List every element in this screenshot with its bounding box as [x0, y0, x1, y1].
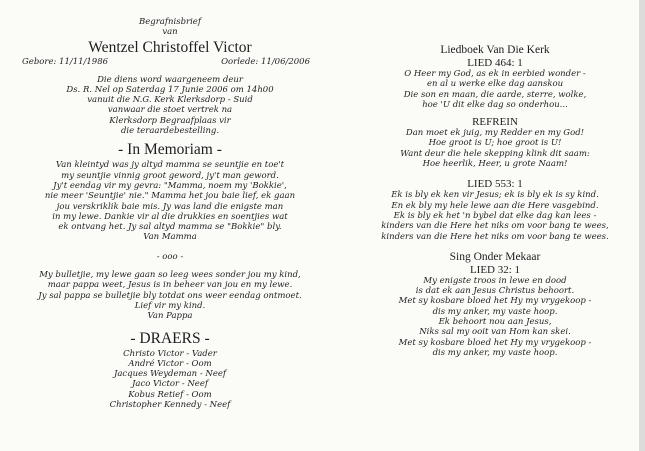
service-line: Ds. R. Nel op Saterdag 17 Junie 2006 om 14h00: [66, 84, 274, 95]
draer-item: Christopher Kennedy - Neef: [109, 400, 231, 411]
lied1-line: Die son en maan, die aarde, sterre, wolke,: [403, 89, 587, 100]
sing-title: Sing Onder Mekaar: [449, 250, 541, 263]
lied3-line: is dat ek aan Jesus Christus behoort.: [415, 286, 575, 297]
service-line: Klerksdorp Begraafplaas vir: [109, 115, 231, 126]
draer-item: Jacques Weydeman - Neef: [113, 369, 227, 380]
lied3-line: Met sy kosbare bloed het Hy my vrygekoop -: [398, 337, 592, 348]
memoriam-line: in my lewe. Dankie vir al die drukkies en soentjies wat: [52, 211, 288, 222]
born-date: Gebore: 11/11/1986: [22, 56, 109, 67]
lied2-line: kinders van die Here het niks om voor bang te wees,: [381, 221, 609, 232]
draer-item: Christo Victor - Vader: [123, 348, 217, 359]
lied1-title: LIED 464: 1: [467, 57, 523, 69]
lied3-line: dis my anker, my vaste hoop.: [432, 347, 558, 358]
left-page: [20, 0, 320, 410]
refrein-line: Dan moet ek juig, my Redder en my God!: [405, 128, 585, 139]
lied1-line: hoe 'U dit elke dag so onderhou...: [422, 99, 568, 110]
draers-list: [20, 349, 320, 411]
lied3-title: LIED 32: 1: [469, 263, 521, 276]
draer-item: Kobus Retief - Oom: [128, 389, 212, 400]
pappa-line: Lief vir my kind.: [134, 300, 206, 311]
refrein-line: Want deur die hele skepping klink dit saam:: [400, 148, 590, 159]
memoriam-title: - In Memoriam -: [118, 141, 222, 159]
lied3-line: Niks sal my ooit van Hom kan skei.: [419, 327, 571, 338]
lied1-text: [350, 69, 640, 110]
memoriam-line: jou verskriklik baie mis. Jy was land die enigste man: [56, 201, 284, 212]
lied2-line: En ek bly my hele lewe aan die Here vasgebind.: [391, 200, 599, 211]
lied3-line: dis my anker, my vaste hoop.: [432, 306, 558, 317]
pappa-signature: Van Pappa: [147, 311, 193, 322]
pappa-line: maar pappa weet, Jesus is in beheer van jou en my lewe.: [47, 280, 293, 291]
memoriam-line: nie meer 'Seuntjie' nie." Mamma het jou baie lief, ek gaan: [44, 191, 296, 202]
draer-item: Jaco Victor - Neef: [131, 379, 209, 390]
service-line: vanuit die N.G. Kerk Klerksdorp - Suid: [87, 95, 253, 106]
service-line: Die diens word waargeneem deur: [97, 74, 243, 85]
lied1-line: O Heer my God, as ek in eerbied wonder -: [404, 69, 586, 79]
lied1-line: en al u werke elke dag aanskou: [426, 79, 564, 90]
memoriam-line: ek ontvang het. Jy sal altyd mamma se "Bokkie" bly.: [58, 222, 282, 233]
header-van: van: [162, 27, 178, 38]
lied2-line: Ek is bly ek het 'n bybel dat elke dag kan lees -: [393, 210, 597, 221]
lied3-text: [350, 276, 640, 358]
memoriam-line: Van kleintyd was jy altyd mamma se seuntjie en toe't: [55, 160, 285, 171]
died-date: Oorlede: 11/06/2006: [221, 56, 310, 67]
deceased-name: Wentzel Christoffel Victor: [88, 38, 252, 56]
refrein-title: REFREIN: [472, 116, 518, 129]
refrein-line: Hoe groot is U; hoe groot is U!: [428, 138, 562, 149]
pappa-text: [20, 270, 320, 321]
lied3-line: My enigste troos in lewe en dood: [423, 275, 567, 286]
pappa-line: My bulletjie, my lewe gaan so leeg wees sonder jou my kind,: [39, 270, 301, 281]
service-text: [20, 75, 320, 137]
lied3-line: Ek behoort nou aan Jesus,: [438, 317, 552, 328]
liedboek-title: Liedboek Van Die Kerk: [440, 44, 550, 56]
service-line: vanwaar die stoet vertrek na: [107, 105, 233, 116]
lied2-text: [350, 190, 640, 241]
service-line: die teraardebestelling.: [120, 126, 220, 137]
memoriam-line: Jy't eendag vir my gevra: "Mamma, noem my 'Bokkie',: [53, 180, 287, 191]
refrein-line: Hoe heerlik, Heer, u grote Naam!: [422, 159, 568, 170]
page-edge: [639, 0, 645, 451]
memoriam-text: [20, 160, 320, 242]
lied2-line: kinders van die Here het niks om voor bang te wees.: [381, 231, 609, 242]
memoriam-line: my seuntjie vinnig groot geword, jy't man geword.: [61, 170, 279, 181]
lied3-line: Met sy kosbare bloed het Hy my vrygekoop -: [398, 296, 592, 307]
dates-row: [20, 57, 320, 69]
separator: - ooo -: [156, 251, 184, 262]
draer-item: André Victor - Oom: [128, 358, 212, 369]
draers-title: - DRAERS -: [130, 329, 210, 347]
right-page: [350, 0, 640, 358]
pappa-line: Jy sal pappa se bulletjie bly totdat ons weer eendag ontmoet.: [38, 290, 302, 301]
header-top: Begrafnisbrief: [139, 17, 201, 27]
memoriam-signature: Van Mamma: [143, 232, 197, 243]
lied2-line: Ek is bly ek ken vir Jesus; ek is bly ek is sy kind.: [391, 190, 599, 201]
refrein-text: [350, 128, 640, 169]
lied2-title: LIED 553: 1: [467, 178, 523, 191]
